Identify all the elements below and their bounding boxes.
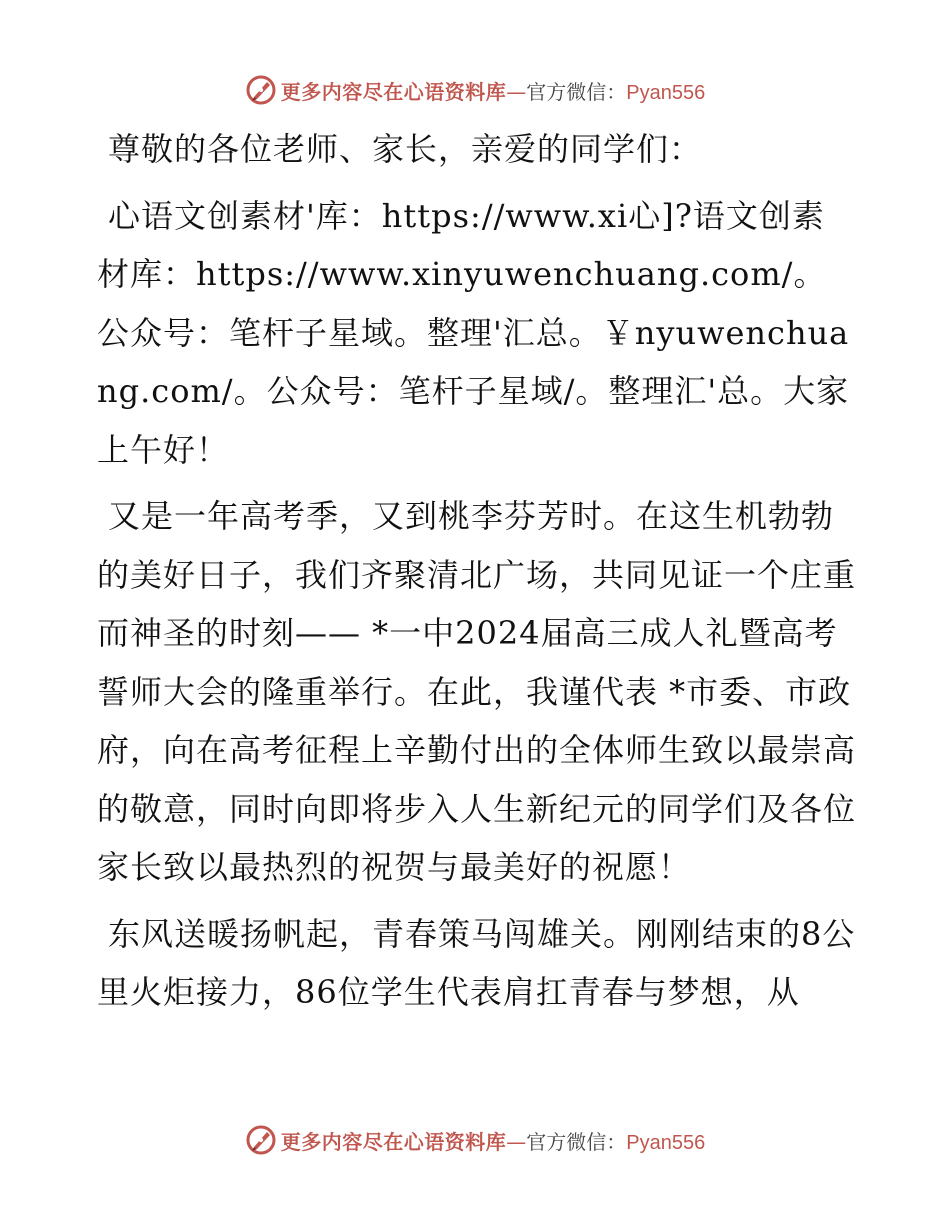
banner-sub-text: 官方微信： — [526, 1129, 627, 1154]
greeting-line: 尊敬的各位老师、家长，亲爱的同学们： — [108, 130, 703, 168]
paragraph-2: 又是一年高考季，又到桃李芬芳时。在这生机勃勃的美好日子，我们齐聚清北广场，共同见证一个庄重而神圣的时刻—— *一中2024届高三成人礼暨高考誓师大会的隆重举行。在此，我谨代表 *市委、市政府，向在高考征程上辛勤付出的全体师生致以最崇高的敬意，同时向即将步入人生新纪元的同学们及各位家长致以最热烈的祝贺与最美好的祝愿！ — [97, 497, 857, 886]
banner-text — [281, 1126, 705, 1155]
banner-main-text: 更多内容尽在心语资料库 — [280, 1129, 507, 1154]
quill-pen-logo-icon — [245, 1124, 277, 1156]
banner-dash: — — [506, 79, 527, 104]
banner-main-text: 更多内容尽在心语资料库 — [280, 79, 507, 104]
footer-banner — [0, 1120, 950, 1160]
paragraph-3: 东风送暖扬帆起，青春策马闯雄关。刚刚结束的8公里火炬接力，86位学生代表肩扛青春与梦想，从 — [97, 914, 856, 1011]
paragraph-1: 心语文创素材'库：https://www.xi心]?语文创素材库：https://www.xinyuwenchuang.com/。公众号：笔杆子星域。整理'汇总。￥nyuwenchuang.com/。公众号：笔杆子星域/。整理汇'总。大家上午好！ — [97, 196, 850, 469]
banner-sub-text: 官方微信： — [526, 79, 627, 104]
banner-dash: — — [506, 1129, 527, 1154]
header-banner — [0, 70, 950, 110]
banner-text — [281, 76, 705, 105]
banner-wechat-id: Pyan556 — [626, 81, 706, 104]
document-body — [97, 120, 857, 1022]
banner-wechat-id: Pyan556 — [626, 1131, 706, 1154]
quill-pen-logo-icon — [245, 74, 277, 106]
